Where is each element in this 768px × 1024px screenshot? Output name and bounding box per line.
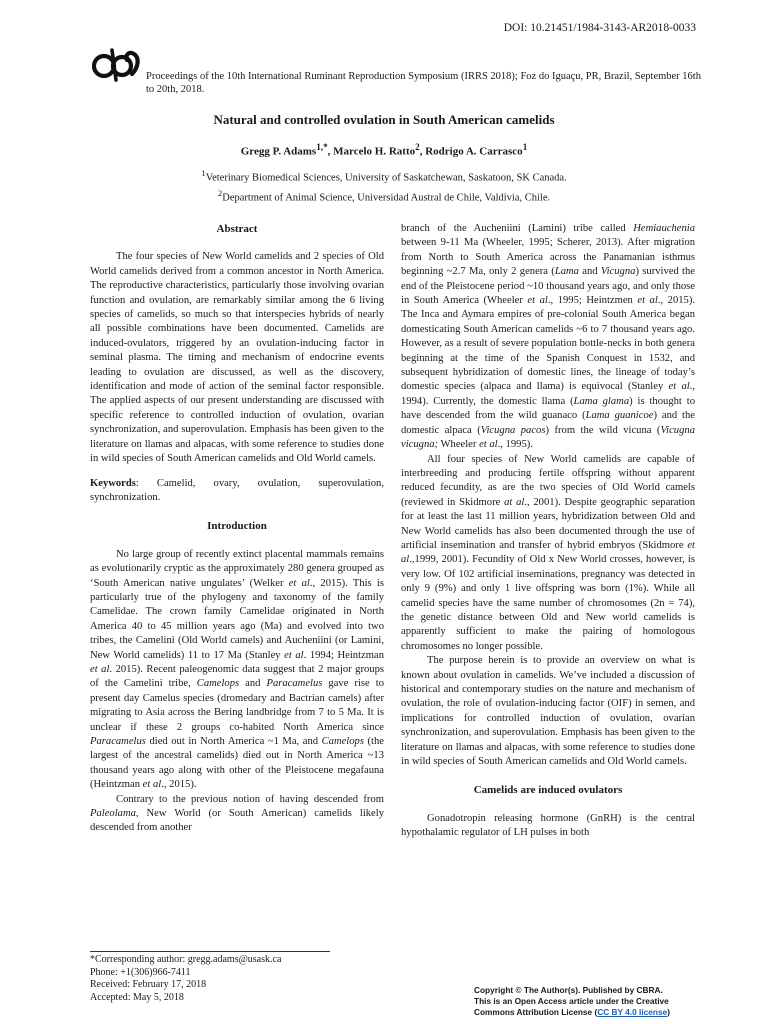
- copyright-notice: Copyright © The Author(s). Published by CBRA. This is an Open Access article under the Creative Commons Attribution License (CC BY 4.0 license): [474, 985, 670, 1017]
- author-name: Rodrigo A. Carrasco: [425, 145, 523, 158]
- corresponding-author: *Corresponding author: gregg.adams@usask.ca: [90, 954, 282, 965]
- intro-paragraph-cont: branch of the Aucheniini (Lamini) tribe called Hemiauchenia between 9-11 Ma (Wheeler, 1995; Scherer, 2013). After migration from North to South America across the Panamanian isthmus beginning ~2.7 Ma, only 2 genera (Lama and Vicugna) survived the end of the Pleistocene period ~10 thousand years ago, and only those in South America (Wheeler et al., 1995; Heintzmen et al., 2015). The Inca and Aymara empires of pre-colonial South America began domesticating South American camelids ~6 to 7 thousand years ago. However, as a result of severe population bottle-necks in both genera beginning at the time of the Spanish Conquest in 1532, and subsequent hybridization of domestic lines, the lineage of today’s domestic species (alpaca and llama) is equivocal (Stanley et al., 1994). Currently, the domestic llama (Lama glama) is thought to have descended from the wild guanaco (Lama guanicoe) and the domestic alpaca (Vicugna pacos) from the wild vicuna (Vicugna vicugna; Wheeler et al., 1995).: [401, 223, 696, 451]
- right-column: [401, 222, 695, 841]
- left-column: [90, 222, 384, 836]
- author-name: Gregg P. Adams: [240, 145, 317, 158]
- author-list: Gregg P. Adams$^{1,*}$, Marcelo H. Ratto$^2$, Rodrigo A. Carrasco$^1$: [240, 142, 528, 158]
- affiliation: $^2$Department of Animal Science, Universidad Austral de Chile, Valdivia, Chile.: [217, 187, 551, 203]
- phone: Phone: +1(306)966-7411: [90, 966, 191, 978]
- proceedings-line: Proceedings of the 10th International Ruminant Reproduction Symposium (IRRS 2018); Foz do Iguaçu, PR, Brazil, September 16th to 20th, 2018.: [146, 71, 701, 95]
- author-name: Marcelo H. Ratto: [333, 145, 416, 158]
- intro-paragraph: The purpose herein is to provide an overview on what is known about ovulation in camelids. We’ve included a discussion of historical and contemporary studies on the nature and mechanism of ovulation, the role of ovulation-inducing factor (OIF) in semen, and implications for controlled induction of ovulation, ovarian synchronization, and superovulation. Emphasis has been given to the literature on llamas and alpacas, with some reference to studies done in wild species of South American camelids and Old World camels.: [401, 655, 695, 768]
- license-link[interactable]: CC BY 4.0 license: [597, 1007, 668, 1017]
- footnote-rule: [90, 951, 330, 952]
- paper-title: Natural and controlled ovulation in South American camelids: [213, 112, 555, 127]
- introduction-heading: Introduction: [207, 520, 267, 533]
- author-sup: 2: [415, 142, 420, 152]
- keywords-label: Keywords: [90, 477, 136, 489]
- author-sup: 1: [522, 142, 528, 152]
- accepted-date: Accepted: May 5, 2018: [90, 991, 184, 1003]
- cbra-logo-icon: [92, 46, 148, 82]
- received-date: Received: February 17, 2018: [90, 979, 207, 991]
- intro-paragraph: No large group of recently extinct placental mammals remains as evolutionarily cryptic as the approximately 280 genera grouped as ‘South American native ungulates’ (Welker et al., 2015). This is particularly true of the phylogeny and taxonomy of the family Camelidae. The crown family Camelidae originated in North America 40 to 45 million years ago (Ma) and evolved into two tribes, the Camelini (Old World camels) and Aucheniini (or Lamini, New World camelids) 11 to 17 Ma (Stanley et al. 1994; Heintzman et al. 2015). Recent paleogenomic data suggest that 2 major groups of the Camelini tribe, Camelops and Paracamelus gave rise to present day Camelus species (dromedary and Bactrian camels) after migrating to Asia across the Bering landbridge from 7 to 5 Ma. It is unclear if these 2 groups co-habited North America since Paracamelus died out in North America ~1 Ma, and Camelops (the largest of the ancestral camelids) died out in North America ~13 thousand years ago along with other of the Pleistocene megafauna (Heintzman et al., 2015).: [90, 548, 384, 791]
- abstract-heading: Abstract: [216, 223, 258, 235]
- intro-paragraph: Contrary to the previous notion of having descended from Paleolama, New World (or South American) camelids likely descended from another: [90, 793, 384, 834]
- abstract-text: The four species of New World camelids and 2 species of Old World camelids derived from a common ancestor in North America. The reproductive characteristics, particularly those involving ovarian function and ovulation, are remarkably similar among the 6 living species of camelids, so much so that interspecies hybrids of nearly all possible combinations have been documented. Camelids are induced-ovulators, triggered by an ovulation-inducing factor in seminal plasma. The timing and mechanism of endocrine events leading to ovulation are discussed, as well as the discovery, identification and mode of action of the seminal factor responsible. The applied aspects of our present understanding are discussed with specific reference to controlled induction of ovulation, ovarian synchronization, and superovulation. Emphasis has been given to the literature on llamas and alpacas, with some reference to studies done in wild species of South American camelids and Old World camels.: [90, 251, 384, 465]
- affiliation: $^1$Veterinary Biomedical Sciences, University of Saskatchewan, Saskatoon, SK Canada.: [201, 168, 567, 184]
- keywords-text: : Camelid, ovary, ovulation, superovulation, synchronization.: [90, 477, 384, 503]
- keywords: [90, 477, 384, 506]
- footnotes: [90, 954, 281, 1004]
- affiliations: [0, 166, 768, 205]
- intro-paragraph: All four species of New World camelids are capable of interbreeding and producing fertile offspring without apparent reduced fecundity, as are the two species of Old World camels (reviewed in Skidmore at al., 2001). Despite geographic separation for at least the last 11 million years, hybridization between Old and New World camelids has also been documented through the use of artificial insemination and transfer of hybrid embryos (Skidmore et al.,1999, 2001). Fecundity of Old x New World crosses, however, is very low. Of 102 artificial inseminations, pregnancy was detected in only 9 (9%) and only 1 live offspring was born (1%). While all camelid species have the same number of chromosomes (2n = 74), the genetic distance between Old and New world camelids is apparently sufficient to make the pairing of homologous chromosomes no longer possible.: [401, 453, 695, 652]
- author-sup: 1,*: [316, 142, 328, 152]
- section-paragraph: Gonadotropin releasing hormone (GnRH) is the central hypothalamic regulator of LH pulses in both: [401, 812, 695, 839]
- section-heading: Camelids are induced ovulators: [473, 784, 623, 797]
- doi: DOI: 10.21451/1984-3143-AR2018-0033: [503, 22, 696, 34]
